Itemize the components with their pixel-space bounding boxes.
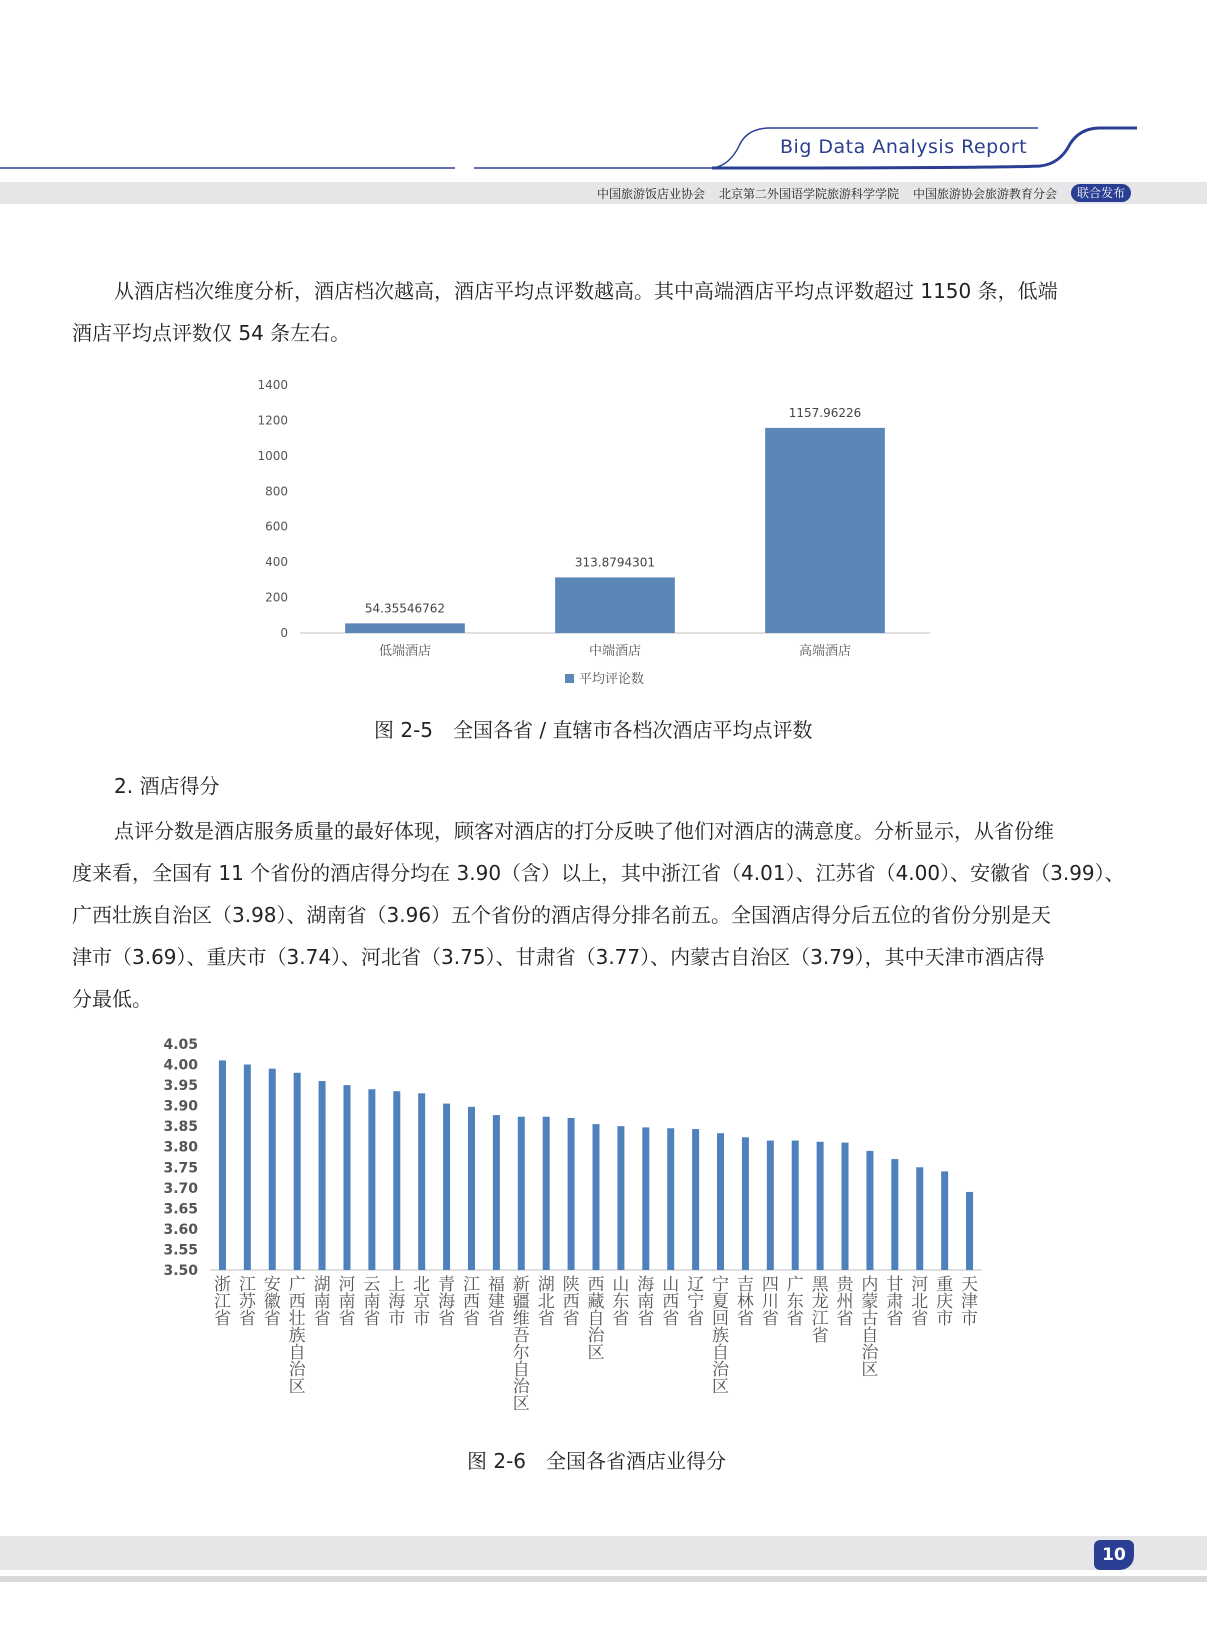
score-line-2: 度来看，全国有 11 个省份的酒店得分均在 3.90（含）以上，其中浙江省（4.01）、江苏省（4.00）、安徽省（3.99）、 [72,861,1125,885]
bar [966,1192,973,1270]
y-tick-label: 0 [280,626,288,640]
intro-paragraph [72,270,1136,354]
category-label: 宁夏回族自治区 [712,1275,730,1397]
page-number: 10 [1094,1540,1134,1570]
y-tick-label: 3.65 [163,1201,198,1218]
joint-release-badge: 联合发布 [1071,184,1131,202]
category-label: 甘肃省 [886,1275,904,1329]
category-label: 贵州省 [836,1275,854,1329]
category-label: 湖南省 [313,1275,331,1329]
bar [468,1107,475,1270]
footer-band [0,1536,1207,1570]
score-paragraph [72,810,1136,1020]
score-line-1: 点评分数是酒店服务质量的最好体现，顾客对酒店的打分反映了他们对酒店的满意度。分析显示，从省份维 [114,819,1054,843]
bar [393,1091,400,1270]
bar [866,1151,873,1270]
category-label: 内蒙古自治区 [861,1275,879,1380]
bar [767,1141,774,1270]
bar [518,1117,525,1270]
intro-line-1: 从酒店档次维度分析，酒店档次越高，酒店平均点评数越高。其中高端酒店平均点评数超过 1150 条，低端 [114,279,1058,303]
bar [692,1129,699,1270]
org-3: 中国旅游协会旅游教育分会 [912,186,1057,201]
bar [555,577,675,633]
bar [418,1093,425,1270]
score-line-5: 分最低。 [72,987,152,1011]
category-label: 河北省 [911,1275,929,1329]
chart-average-reviews [240,365,960,700]
category-label: 陕西省 [562,1275,580,1329]
y-tick-label: 3.80 [163,1139,198,1156]
bar [717,1133,724,1270]
category-label: 海南省 [637,1275,655,1329]
y-tick-label: 3.90 [163,1098,198,1115]
category-label: 山东省 [612,1275,630,1329]
category-label: 北京市 [413,1275,431,1329]
category-label: 浙江省 [213,1275,231,1329]
category-label: 福建省 [487,1275,505,1329]
category-label: 广西壮族自治区 [288,1275,306,1397]
bar [617,1126,624,1270]
bar [343,1085,350,1270]
category-label: 天津市 [961,1275,979,1329]
y-tick-label: 4.05 [163,1037,198,1053]
bar [817,1142,824,1270]
y-tick-label: 1400 [257,378,288,392]
category-label: 四川省 [761,1275,779,1329]
data-label: 313.8794301 [574,555,656,570]
bar [543,1117,550,1270]
y-tick-label: 400 [265,555,288,570]
report-title: Big Data Analysis Report [780,136,1028,158]
category-label: 吉林省 [736,1275,754,1329]
bar [345,623,465,633]
bar [916,1167,923,1270]
chart-province-scores [150,1030,1050,1430]
category-label: 低端酒店 [378,644,432,659]
score-line-4: 津市（3.69）、重庆市（3.74）、河北省（3.75）、甘肃省（3.77）、内蒙古自治区（3.79），其中天津市酒店得 [72,945,1045,969]
category-label: 山西省 [662,1275,680,1329]
bar [294,1073,301,1270]
category-label: 河南省 [338,1275,356,1329]
org-1: 中国旅游饭店业协会 [596,186,705,201]
legend-label: 平均评论数 [579,672,645,687]
bar [593,1124,600,1270]
category-label: 重庆市 [936,1275,954,1329]
bar [642,1127,649,1270]
figure-2-6-caption: 图 2-6 全国各省酒店业得分 [467,1449,727,1473]
category-label: 安徽省 [263,1275,281,1329]
bar [765,428,885,633]
category-label: 广东省 [786,1275,804,1329]
bar [568,1118,575,1270]
category-label: 江西省 [462,1275,480,1329]
y-tick-label: 3.85 [163,1119,198,1136]
intro-line-2: 酒店平均点评数仅 54 条左右。 [72,321,351,345]
score-line-3: 广西壮族自治区（3.98）、湖南省（3.96）五个省份的酒店得分排名前五。全国酒店得分后五位的省份分别是天 [72,903,1052,927]
bar [244,1065,251,1270]
bar [219,1060,226,1270]
y-tick-label: 3.70 [163,1180,198,1197]
bar [891,1159,898,1270]
bar [493,1115,500,1270]
legend-swatch [565,674,574,683]
y-tick-label: 3.50 [163,1263,198,1279]
bar [368,1089,375,1270]
category-label: 黑龙江省 [811,1275,829,1346]
section-heading: 2. 酒店得分 [114,774,220,798]
y-tick-label: 4.00 [163,1057,198,1074]
category-label: 高端酒店 [798,644,852,659]
bar [842,1143,849,1270]
y-tick-label: 3.55 [163,1242,198,1259]
header-organizations [597,184,1131,202]
y-tick-label: 3.75 [163,1160,198,1177]
figure-2-5-caption: 图 2-5 全国各省 / 直辖市各档次酒店平均点评数 [374,718,813,742]
y-tick-label: 800 [265,484,288,499]
y-tick-label: 200 [265,590,288,605]
data-label: 54.35546762 [364,601,446,616]
category-label: 青海省 [438,1275,456,1329]
y-tick-label: 3.95 [163,1078,198,1095]
bar [443,1104,450,1270]
category-label: 西藏自治区 [587,1275,605,1363]
bar [941,1171,948,1270]
category-label: 中端酒店 [588,644,642,659]
category-label: 湖北省 [537,1275,555,1329]
y-tick-label: 1200 [257,413,288,428]
y-tick-label: 1000 [257,448,288,463]
category-label: 辽宁省 [687,1275,705,1329]
data-label: 1157.96226 [788,405,862,420]
bar [742,1137,749,1270]
category-label: 上海市 [388,1275,406,1329]
y-tick-label: 3.60 [163,1221,198,1238]
org-2: 北京第二外国语学院旅游科学学院 [718,186,899,201]
bar [269,1069,276,1270]
bar [667,1128,674,1270]
category-label: 新疆维吾尔自治区 [512,1275,530,1414]
footer-line [0,1576,1207,1582]
bar [792,1141,799,1270]
y-tick-label: 600 [265,519,288,534]
category-label: 江苏省 [238,1275,256,1329]
bar [319,1081,326,1270]
category-label: 云南省 [363,1275,381,1329]
